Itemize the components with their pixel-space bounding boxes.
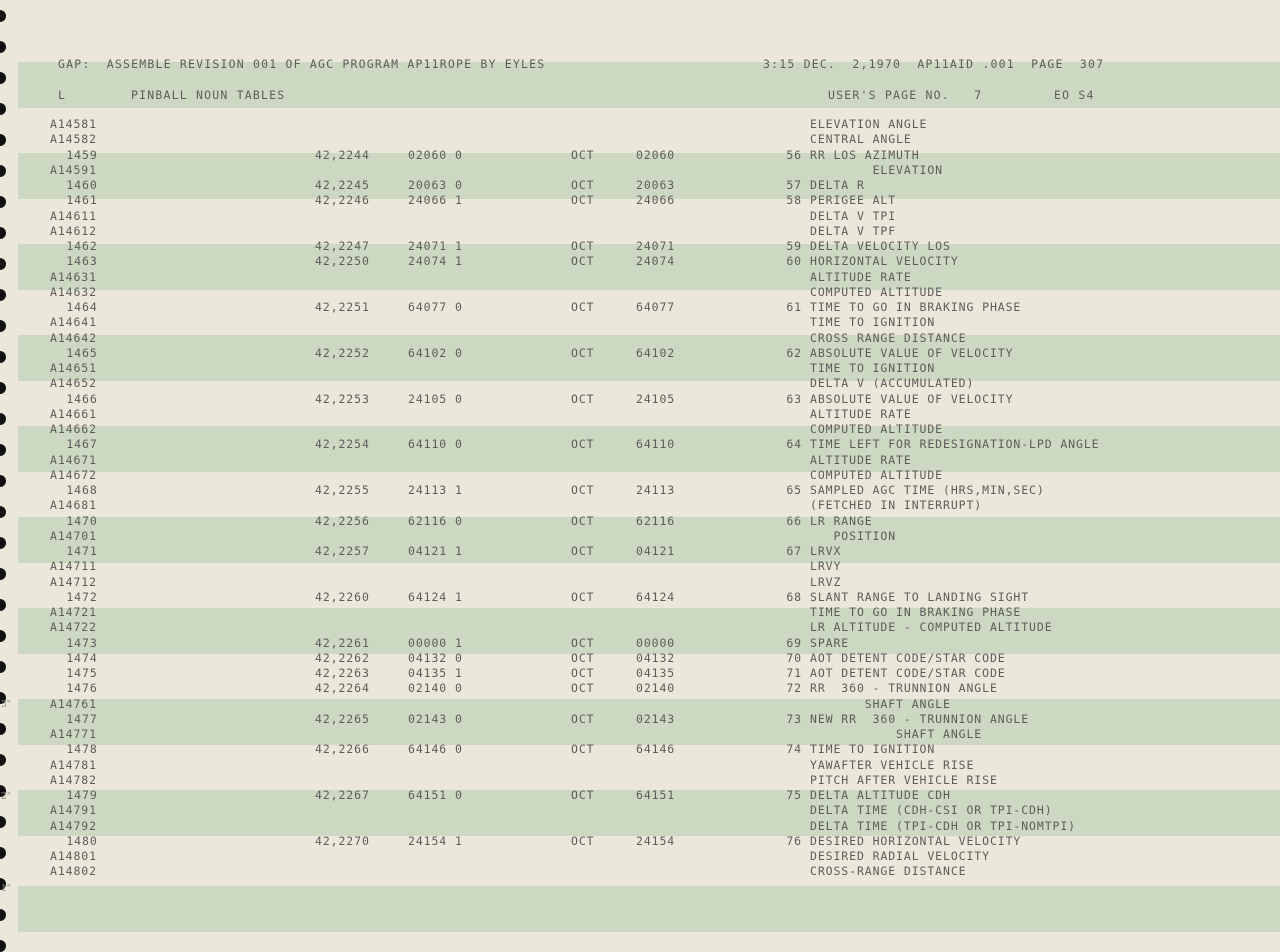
noun-number: 56 bbox=[786, 147, 802, 162]
octal-value: 24113 bbox=[636, 483, 676, 497]
oct-label: OCT bbox=[571, 666, 595, 680]
noun-number: 63 bbox=[786, 391, 802, 406]
noun-description: SAMPLED AGC TIME (HRS,MIN,SEC) bbox=[810, 483, 1045, 497]
listing-row bbox=[0, 454, 1280, 469]
listing-row bbox=[0, 194, 1280, 209]
noun-description: SPARE bbox=[810, 635, 850, 650]
header-assembly-title: GAP: ASSEMBLE REVISION 001 OF AGC PROGRAM AP11ROPE BY EYLES bbox=[58, 57, 546, 71]
octal-value: 04135 bbox=[636, 666, 676, 680]
line-id: 1461 bbox=[66, 193, 98, 208]
listing-row bbox=[0, 515, 1280, 530]
oct-label: OCT bbox=[571, 650, 595, 665]
address: 42,2251 bbox=[315, 300, 370, 314]
line-id: 1471 bbox=[66, 544, 98, 558]
listing-row bbox=[0, 301, 1280, 316]
line-id: 1474 bbox=[66, 650, 98, 665]
line-id: A14672 bbox=[50, 467, 97, 482]
octal-value: 04121 bbox=[636, 544, 676, 558]
noun-description: AOT DETENT CODE/STAR CODE bbox=[810, 650, 1006, 665]
line-id: 1478 bbox=[66, 742, 98, 757]
noun-description: DESIRED HORIZONTAL VELOCITY bbox=[810, 833, 1022, 848]
listing-row bbox=[0, 377, 1280, 392]
octal-word: 00000 1 bbox=[408, 635, 463, 650]
address: 42,2256 bbox=[315, 513, 370, 528]
noun-number: 76 bbox=[786, 833, 802, 848]
listing-row bbox=[0, 149, 1280, 164]
line-id: A14792 bbox=[50, 818, 97, 833]
listing-row bbox=[0, 133, 1280, 148]
listing-row bbox=[0, 637, 1280, 652]
noun-description: DELTA ALTITUDE CDH bbox=[810, 788, 951, 802]
line-id: A14661 bbox=[50, 406, 97, 421]
oct-label: OCT bbox=[571, 437, 595, 452]
line-id: A14761 bbox=[50, 696, 97, 711]
noun-number: 74 bbox=[786, 742, 802, 757]
listing-row bbox=[0, 423, 1280, 438]
oct-label: OCT bbox=[571, 681, 595, 696]
noun-number: 60 bbox=[786, 254, 802, 269]
noun-description: TIME TO GO IN BRAKING PHASE bbox=[810, 605, 1022, 619]
feed-hole bbox=[0, 72, 6, 84]
noun-number: 65 bbox=[786, 483, 802, 497]
green-bar-band bbox=[18, 886, 1280, 932]
listing-row bbox=[0, 850, 1280, 865]
octal-value: 64124 bbox=[636, 589, 676, 604]
octal-value: 20063 bbox=[636, 178, 676, 192]
oct-label: OCT bbox=[571, 391, 595, 406]
line-id: A14642 bbox=[50, 330, 97, 345]
oct-label: OCT bbox=[571, 635, 595, 650]
noun-number: 70 bbox=[786, 650, 802, 665]
octal-word: 04132 0 bbox=[408, 650, 463, 665]
oct-label: OCT bbox=[571, 742, 595, 757]
listing-row bbox=[0, 774, 1280, 789]
listing-row bbox=[0, 682, 1280, 697]
noun-description: LR ALTITUDE - COMPUTED ALTITUDE bbox=[810, 620, 1053, 635]
noun-description: TIME TO IGNITION bbox=[810, 742, 936, 757]
address: 42,2255 bbox=[315, 483, 370, 497]
noun-description: POSITION bbox=[810, 528, 897, 543]
noun-description: DELTA V TPF bbox=[810, 223, 897, 238]
feed-hole bbox=[0, 103, 6, 115]
octal-word: 24071 1 bbox=[408, 239, 463, 253]
oct-label: OCT bbox=[571, 147, 595, 162]
oct-label: OCT bbox=[571, 178, 595, 192]
line-id: A14712 bbox=[50, 574, 97, 589]
address: 42,2257 bbox=[315, 544, 370, 558]
octal-value: 24154 bbox=[636, 833, 676, 848]
line-id: A14641 bbox=[50, 315, 97, 330]
line-id: 1459 bbox=[66, 147, 98, 162]
line-id: 1463 bbox=[66, 254, 98, 269]
line-id: A14701 bbox=[50, 528, 97, 543]
octal-value: 64102 bbox=[636, 345, 676, 360]
octal-value: 02143 bbox=[636, 711, 676, 726]
noun-description: LRVZ bbox=[810, 574, 842, 589]
feed-hole bbox=[0, 41, 6, 53]
octal-value: 64077 bbox=[636, 300, 676, 314]
listing-row bbox=[0, 560, 1280, 575]
noun-description: DELTA V (ACCUMULATED) bbox=[810, 376, 975, 391]
address: 42,2244 bbox=[315, 147, 370, 162]
line-id: A14632 bbox=[50, 284, 97, 299]
oct-label: OCT bbox=[571, 345, 595, 360]
listing-row bbox=[0, 804, 1280, 819]
octal-value: 04132 bbox=[636, 650, 676, 665]
line-id: 1480 bbox=[66, 833, 98, 848]
listing-row bbox=[0, 743, 1280, 758]
listing-row bbox=[0, 118, 1280, 133]
noun-description: CROSS RANGE DISTANCE bbox=[810, 330, 967, 345]
line-id: A14801 bbox=[50, 849, 97, 863]
listing-row bbox=[0, 469, 1280, 484]
line-id: 1460 bbox=[66, 178, 98, 192]
noun-description: DELTA V TPI bbox=[810, 208, 897, 223]
line-id: A14721 bbox=[50, 605, 97, 619]
address: 42,2265 bbox=[315, 711, 370, 726]
address: 42,2270 bbox=[315, 833, 370, 848]
listing-row bbox=[0, 606, 1280, 621]
listing-row bbox=[0, 362, 1280, 377]
noun-description: HORIZONTAL VELOCITY bbox=[810, 254, 959, 269]
octal-value: 02060 bbox=[636, 147, 676, 162]
noun-description: DELTA TIME (TPI-CDH OR TPI-NOMTPI) bbox=[810, 818, 1077, 833]
listing-row bbox=[0, 332, 1280, 347]
listing-row bbox=[0, 865, 1280, 880]
line-id: 1465 bbox=[66, 345, 98, 360]
line-id: 1476 bbox=[66, 681, 98, 696]
address: 42,2254 bbox=[315, 437, 370, 452]
section-title: PINBALL NOUN TABLES bbox=[131, 88, 286, 102]
noun-description: RR 360 - TRUNNION ANGLE bbox=[810, 681, 998, 696]
line-id: 1475 bbox=[66, 666, 98, 680]
noun-description: COMPUTED ALTITUDE bbox=[810, 284, 944, 299]
octal-value: 64110 bbox=[636, 437, 676, 452]
noun-description: LRVY bbox=[810, 559, 842, 574]
noun-description: ABSOLUTE VALUE OF VELOCITY bbox=[810, 391, 1014, 406]
noun-number: 75 bbox=[786, 788, 802, 802]
oct-label: OCT bbox=[571, 239, 595, 253]
feed-hole bbox=[0, 10, 6, 22]
noun-description: ELEVATION ANGLE bbox=[810, 117, 928, 131]
noun-description: ALTITUDE RATE bbox=[810, 406, 912, 421]
address: 42,2261 bbox=[315, 635, 370, 650]
listing-row bbox=[0, 759, 1280, 774]
address: 42,2260 bbox=[315, 589, 370, 604]
line-id: A14781 bbox=[50, 757, 97, 772]
octal-word: 64124 1 bbox=[408, 589, 463, 604]
line-id: A14771 bbox=[50, 727, 97, 741]
noun-description: NEW RR 360 - TRUNNION ANGLE bbox=[810, 711, 1030, 726]
line-id: A14782 bbox=[50, 772, 97, 787]
line-id: 1472 bbox=[66, 589, 98, 604]
octal-word: 24066 1 bbox=[408, 193, 463, 208]
address: 42,2263 bbox=[315, 666, 370, 680]
line-id: A14652 bbox=[50, 376, 97, 391]
line-id: A14662 bbox=[50, 422, 97, 436]
listing-row bbox=[0, 820, 1280, 835]
octal-word: 24074 1 bbox=[408, 254, 463, 269]
noun-description: LR RANGE bbox=[810, 513, 873, 528]
listing-row bbox=[0, 286, 1280, 301]
noun-description: TIME TO IGNITION bbox=[810, 361, 936, 375]
listing-row bbox=[0, 621, 1280, 636]
line-id: 1464 bbox=[66, 300, 98, 314]
octal-word: 24113 1 bbox=[408, 483, 463, 497]
feed-hole bbox=[0, 909, 6, 921]
octal-word: 64102 0 bbox=[408, 345, 463, 360]
noun-number: 73 bbox=[786, 711, 802, 726]
noun-number: 66 bbox=[786, 513, 802, 528]
address: 42,2250 bbox=[315, 254, 370, 269]
listing-row bbox=[0, 713, 1280, 728]
ruler-mark-2: 2" bbox=[1, 792, 11, 802]
noun-description: TIME TO GO IN BRAKING PHASE bbox=[810, 300, 1022, 314]
octal-value: 24066 bbox=[636, 193, 676, 208]
octal-value: 24071 bbox=[636, 239, 676, 253]
oct-label: OCT bbox=[571, 483, 595, 497]
noun-description: ALTITUDE RATE bbox=[810, 269, 912, 284]
oct-label: OCT bbox=[571, 193, 595, 208]
octal-word: 62116 0 bbox=[408, 513, 463, 528]
oct-label: OCT bbox=[571, 589, 595, 604]
listing-row bbox=[0, 499, 1280, 514]
line-id: 1473 bbox=[66, 635, 98, 650]
listing-row bbox=[0, 164, 1280, 179]
oct-label: OCT bbox=[571, 711, 595, 726]
noun-description: COMPUTED ALTITUDE bbox=[810, 422, 944, 436]
listing-row bbox=[0, 698, 1280, 713]
address: 42,2262 bbox=[315, 650, 370, 665]
noun-description: ALTITUDE RATE bbox=[810, 452, 912, 467]
listing-row bbox=[0, 835, 1280, 850]
octal-word: 64151 0 bbox=[408, 788, 463, 802]
address: 42,2264 bbox=[315, 681, 370, 696]
users-page-number: USER'S PAGE NO. 7 bbox=[828, 88, 983, 102]
line-id: 1462 bbox=[66, 239, 98, 253]
noun-description: ELEVATION bbox=[810, 162, 944, 177]
noun-description: LRVX bbox=[810, 544, 842, 558]
oct-label: OCT bbox=[571, 300, 595, 314]
ruler-mark-3: 3" bbox=[1, 700, 11, 710]
line-id: A14611 bbox=[50, 208, 97, 223]
noun-description: (FETCHED IN INTERRUPT) bbox=[810, 498, 983, 513]
noun-number: 68 bbox=[786, 589, 802, 604]
oct-label: OCT bbox=[571, 833, 595, 848]
oct-label: OCT bbox=[571, 788, 595, 802]
noun-description: DELTA R bbox=[810, 178, 865, 192]
noun-description: CROSS-RANGE DISTANCE bbox=[810, 864, 967, 879]
octal-value: 62116 bbox=[636, 513, 676, 528]
line-id: A14651 bbox=[50, 361, 97, 375]
octal-word: 02143 0 bbox=[408, 711, 463, 726]
octal-word: 64146 0 bbox=[408, 742, 463, 757]
octal-value: 00000 bbox=[636, 635, 676, 650]
listing-row bbox=[0, 347, 1280, 362]
octal-word: 02140 0 bbox=[408, 681, 463, 696]
address: 42,2252 bbox=[315, 345, 370, 360]
line-id: 1466 bbox=[66, 391, 98, 406]
noun-number: 69 bbox=[786, 635, 802, 650]
listing-row bbox=[0, 652, 1280, 667]
octal-word: 20063 0 bbox=[408, 178, 463, 192]
line-id: 1470 bbox=[66, 513, 98, 528]
line-id: A14791 bbox=[50, 803, 97, 818]
listing-row bbox=[0, 789, 1280, 804]
noun-number: 58 bbox=[786, 193, 802, 208]
line-id: 1479 bbox=[66, 788, 98, 802]
noun-number: 67 bbox=[786, 544, 802, 558]
noun-number: 57 bbox=[786, 178, 802, 192]
address: 42,2247 bbox=[315, 239, 370, 253]
noun-number: 72 bbox=[786, 681, 802, 696]
noun-description: TIME TO IGNITION bbox=[810, 315, 936, 330]
noun-description: SLANT RANGE TO LANDING SIGHT bbox=[810, 589, 1030, 604]
listing-row bbox=[0, 545, 1280, 560]
line-id: A14681 bbox=[50, 498, 97, 513]
noun-number: 64 bbox=[786, 437, 802, 452]
noun-description: DESIRED RADIAL VELOCITY bbox=[810, 849, 990, 863]
ruler-mark-1: 1" bbox=[1, 884, 11, 894]
line-id: A14591 bbox=[50, 162, 97, 177]
line-id: 1468 bbox=[66, 483, 98, 497]
address: 42,2266 bbox=[315, 742, 370, 757]
address: 42,2245 bbox=[315, 178, 370, 192]
listing-row bbox=[0, 179, 1280, 194]
noun-description: PERIGEE ALT bbox=[810, 193, 897, 208]
listing-row bbox=[0, 225, 1280, 240]
listing-row bbox=[0, 393, 1280, 408]
listing-row bbox=[0, 438, 1280, 453]
address: 42,2267 bbox=[315, 788, 370, 802]
noun-description: SHAFT ANGLE bbox=[810, 727, 983, 741]
line-id: A14631 bbox=[50, 269, 97, 284]
octal-word: 04135 1 bbox=[408, 666, 463, 680]
octal-value: 64146 bbox=[636, 742, 676, 757]
listing-row bbox=[0, 210, 1280, 225]
noun-description: ABSOLUTE VALUE OF VELOCITY bbox=[810, 345, 1014, 360]
line-id: A14711 bbox=[50, 559, 97, 574]
octal-word: 64077 0 bbox=[408, 300, 463, 314]
noun-number: 62 bbox=[786, 345, 802, 360]
listing-row bbox=[0, 240, 1280, 255]
line-id: A14581 bbox=[50, 117, 97, 131]
noun-description: SHAFT ANGLE bbox=[810, 696, 951, 711]
line-id: A14582 bbox=[50, 132, 97, 147]
noun-description: RR LOS AZIMUTH bbox=[810, 147, 920, 162]
line-id: 1477 bbox=[66, 711, 98, 726]
line-id: A14671 bbox=[50, 452, 97, 467]
noun-description: DELTA TIME (CDH-CSI OR TPI-CDH) bbox=[810, 803, 1053, 818]
noun-number: 71 bbox=[786, 666, 802, 680]
noun-number: 61 bbox=[786, 300, 802, 314]
line-id: A14612 bbox=[50, 223, 97, 238]
noun-description: TIME LEFT FOR REDESIGNATION-LPD ANGLE bbox=[810, 437, 1100, 452]
noun-description: COMPUTED ALTITUDE bbox=[810, 467, 944, 482]
oct-label: OCT bbox=[571, 513, 595, 528]
octal-value: 64151 bbox=[636, 788, 676, 802]
oct-label: OCT bbox=[571, 544, 595, 558]
address: 42,2253 bbox=[315, 391, 370, 406]
listing-row bbox=[0, 408, 1280, 423]
octal-word: 24105 0 bbox=[408, 391, 463, 406]
octal-word: 04121 1 bbox=[408, 544, 463, 558]
noun-description: AOT DETENT CODE/STAR CODE bbox=[810, 666, 1006, 680]
noun-description: PITCH AFTER VEHICLE RISE bbox=[810, 772, 998, 787]
listing-row bbox=[0, 728, 1280, 743]
octal-word: 64110 0 bbox=[408, 437, 463, 452]
listing-row bbox=[0, 484, 1280, 499]
octal-value: 24074 bbox=[636, 254, 676, 269]
octal-value: 24105 bbox=[636, 391, 676, 406]
octal-word: 02060 0 bbox=[408, 147, 463, 162]
listing-row bbox=[0, 255, 1280, 270]
listing-row bbox=[0, 271, 1280, 286]
feed-hole bbox=[0, 940, 6, 952]
address: 42,2246 bbox=[315, 193, 370, 208]
noun-number: 59 bbox=[786, 239, 802, 253]
header-date-page: 3:15 DEC. 2,1970 AP11AID .001 PAGE 307 bbox=[763, 57, 1105, 71]
header-listing-code: L bbox=[58, 88, 67, 102]
noun-description: DELTA VELOCITY LOS bbox=[810, 239, 951, 253]
octal-word: 24154 1 bbox=[408, 833, 463, 848]
line-id: A14722 bbox=[50, 620, 97, 635]
noun-description: YAWAFTER VEHICLE RISE bbox=[810, 757, 975, 772]
oct-label: OCT bbox=[571, 254, 595, 269]
noun-description: CENTRAL ANGLE bbox=[810, 132, 912, 147]
listing-row bbox=[0, 591, 1280, 606]
listing-row bbox=[0, 576, 1280, 591]
listing-row bbox=[0, 316, 1280, 331]
octal-value: 02140 bbox=[636, 681, 676, 696]
eo-code: EO S4 bbox=[1054, 88, 1095, 102]
line-id: A14802 bbox=[50, 864, 97, 879]
listing-row bbox=[0, 530, 1280, 545]
listing-row bbox=[0, 667, 1280, 682]
line-id: 1467 bbox=[66, 437, 98, 452]
